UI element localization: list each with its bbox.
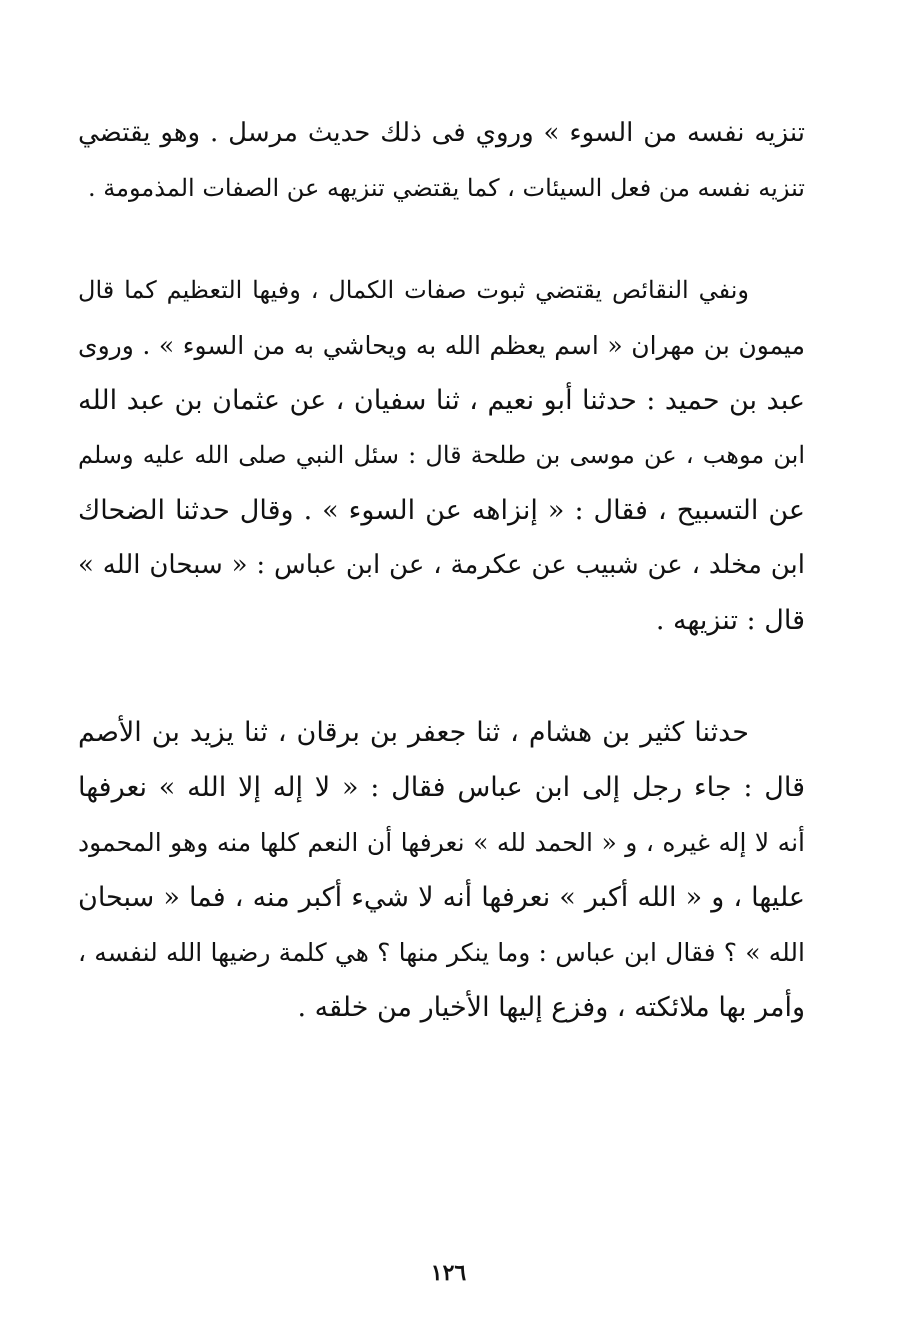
text-line: تنزيه نفسه من السوء » وروي فى ذلك حديث مرسل . وهو يقتضي [78,118,805,148]
text-line: حدثنا كثير بن هشام ، ثنا جعفر بن برقان ، ثنا يزيد بن الأصم [78,717,749,748]
text-line: أنه لا إله غيره ، و « الحمد لله » نعرفها أن النعم كلها منه وهو المحمود [78,828,805,857]
text-line: ونفي النقائص يقتضي ثبوت صفات الكمال ، وفيها التعظيم كما قال [78,276,749,304]
text-line: ابن مخلد ، عن شبيب عن عكرمة ، عن ابن عباس : « سبحان الله » [78,550,805,580]
text-line: تنزيه نفسه من فعل السيئات ، كما يقتضي تنزيهه عن الصفات المذمومة . [88,174,805,202]
text-line: وأمر بها ملائكته ، وفزع إليها الأخيار من خلقه . [297,992,805,1023]
paragraph-2 [78,263,805,648]
paragraph-3 [78,705,805,1035]
text-line: قال : تنزيهه . [655,605,805,636]
text-line: عن التسبيح ، فقال : « إنزاهه عن السوء » . وقال حدثنا الضحاك [78,495,805,526]
text-line: الله » ؟ فقال ابن عباس : وما ينكر منها ؟ هي كلمة رضيها الله لنفسه ، [78,938,805,967]
text-line: قال : جاء رجل إلى ابن عباس فقال : « لا إله إلا الله » نعرفها [78,772,805,803]
text-line: عبد بن حميد : حدثنا أبو نعيم ، ثنا سفيان ، عن عثمان بن عبد الله [78,385,805,416]
text-line: عليها ، و « الله أكبر » نعرفها أنه لا شيء أكبر منه ، فما « سبحان [78,882,805,913]
page-number: ١٢٦ [430,1260,467,1286]
text-line: ابن موهب ، عن موسى بن طلحة قال : سئل النبي صلى الله عليه وسلم [78,441,805,469]
paragraph-1 [78,106,805,216]
text-line: ميمون بن مهران « اسم يعظم الله به ويحاشي به من السوء » . وروى [78,331,805,360]
